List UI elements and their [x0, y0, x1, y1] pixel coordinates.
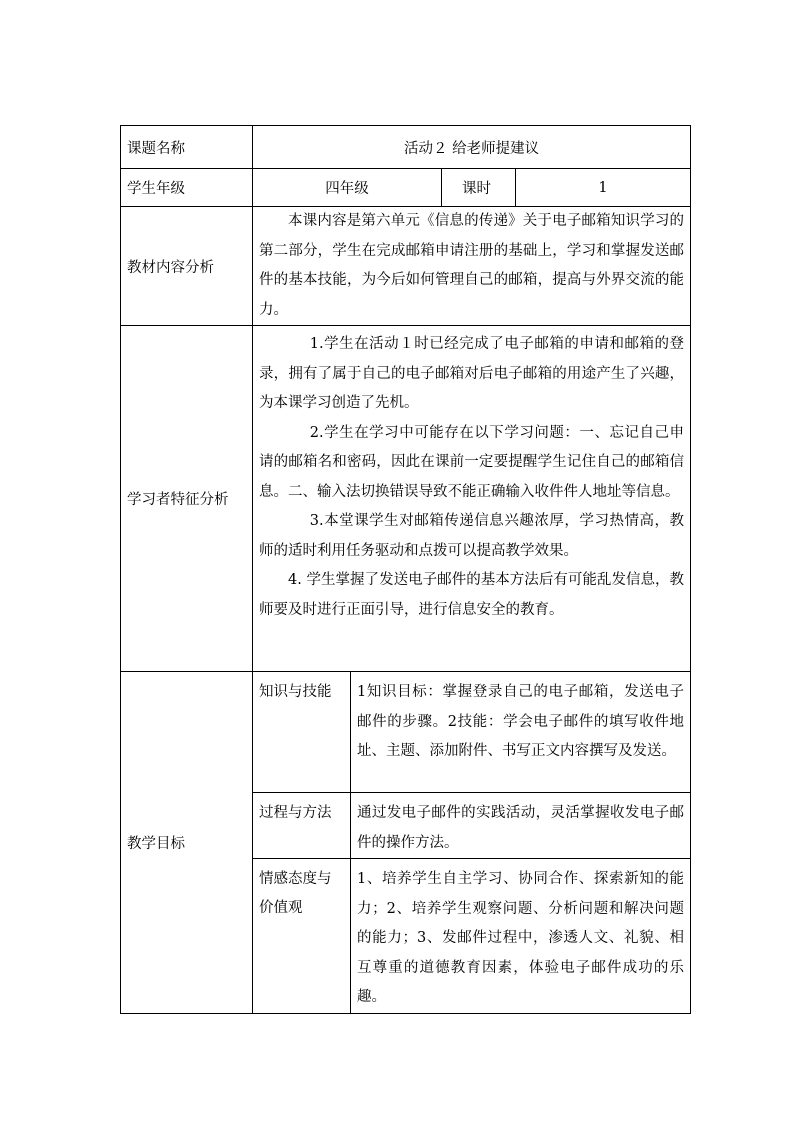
learner-para-2: 2.学生在学习中可能存在以下学习问题：一、忘记自己申请的邮箱名和密码，因此在课前一定要提醒学生记住自己的邮箱信息。二、输入法切换错误导致不能正确输入收件件人地址等信息。 [259, 424, 685, 500]
title-value: 活动２ 给老师提建议 [253, 126, 691, 169]
lesson-plan-table [120, 125, 691, 1014]
process-label: 过程与方法 [253, 793, 351, 859]
period-label: 课时 [442, 169, 516, 207]
row-learner-analysis [121, 326, 691, 672]
grade-label: 学生年级 [121, 169, 253, 207]
knowledge-label: 知识与技能 [253, 672, 351, 793]
row-title [121, 126, 691, 169]
emotion-text: 1、培养学生自主学习、协同合作、探索新知的能力；2、培养学生观察问题、分析问题和解决问题的能力；3、发邮件过程中，渗透人文、礼貌、相互尊重的道德教育因素，体验电子邮件成功的乐趣。 [351, 859, 691, 1014]
row-grade [121, 169, 691, 207]
period-value: 1 [516, 169, 691, 207]
process-text: 通过发电子邮件的实践活动，灵活掌握收发电子邮件的操作方法。 [351, 793, 691, 859]
learner-label: 学习者特征分析 [121, 326, 253, 672]
row-goal-knowledge [121, 672, 691, 793]
learner-para-4: 4. 学生掌握了发送电子邮件的基本方法后有可能乱发信息，教师要及时进行正面引导，进行信息安全的教育。 [259, 572, 685, 618]
content-label: 教材内容分析 [121, 207, 253, 326]
title-label: 课题名称 [121, 126, 253, 169]
goals-label: 教学目标 [121, 672, 253, 1014]
row-content-analysis [121, 207, 691, 326]
content-text: 本课内容是第六单元《信息的传递》关于电子邮箱知识学习的第二部分，学生在完成邮箱申请注册的基础上，学习和掌握发送邮件的基本技能，为今后如何管理自己的邮箱，提高与外界交流的能力。 [259, 213, 685, 318]
grade-value: 四年级 [253, 169, 442, 207]
knowledge-text: 1知识目标：掌握登录自己的电子邮箱，发送电子邮件的步骤。2技能：学会电子邮件的填写收件地址、主题、添加附件、书写正文内容撰写及发送。 [351, 672, 691, 793]
learner-para-1: 1.学生在活动１时已经完成了电子邮箱的申请和邮箱的登录，拥有了属于自己的电子邮箱对后电子邮箱的用途产生了兴趣，为本课学习创造了先机。 [259, 336, 685, 411]
emotion-label: 情感态度与价值观 [253, 859, 351, 1014]
learner-para-3: 3.本堂课学生对邮箱传递信息兴趣浓厚，学习热情高，教师的适时利用任务驱动和点拨可以提高教学效果。 [259, 513, 685, 559]
